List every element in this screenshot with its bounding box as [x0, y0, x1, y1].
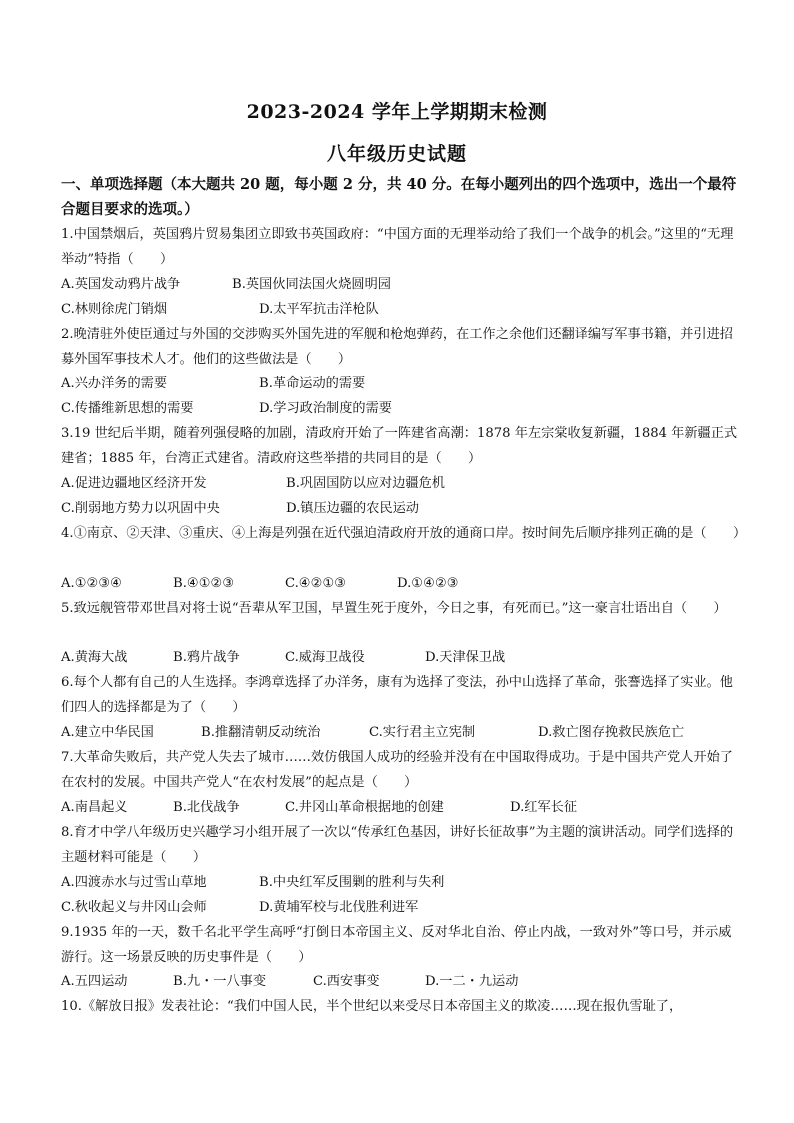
option-b: B.中央红军反围剿的胜利与失利 — [259, 875, 445, 890]
question-9-options — [61, 969, 751, 994]
question-1-options-row-2 — [61, 297, 751, 322]
question-4-stem: 4.①南京、②天津、③重庆、④上海是列强在近代强迫清政府开放的通商口岸。按时间先后顺序排列正确的是（ ） — [61, 526, 747, 541]
option-a: A.南昌起义 — [61, 800, 128, 815]
question-7-options — [61, 795, 751, 820]
option-b: B.④①②③ — [173, 576, 235, 591]
question-6-stem: 6.每个人都有自己的人生选择。李鸿章选择了办洋务，康有为选择了变法，孙中山选择了革命，张謇选择了实业。他们四人的选择都是为了（ ） — [61, 675, 733, 715]
question-1-stem: 1.中国禁烟后，英国鸦片贸易集团立即致书英国政府：“中国方面的无理举动给了我们一个战争的机会。”这里的“无理举动”特指（ ） — [61, 227, 734, 267]
section-heading: 一、单项选择题（本大题共 20 题，每小题 2 分，共 40 分。在每小题列出的四个选项中，选出一个最符合题目要求的选项。） — [61, 176, 737, 218]
question-8-options-row-1 — [61, 870, 751, 895]
question-5-stem: 5.致远舰管带邓世昌对将士说“吾辈从军卫国，早置生死于度外，今日之事，有死而已。”这一豪言壮语出自（ ） — [61, 601, 727, 616]
option-a: A.英国发动鸦片战争 — [61, 277, 181, 292]
option-d: D.救亡图存挽救民族危亡 — [538, 725, 685, 740]
question-8-options-row-2 — [61, 895, 751, 920]
option-a: A.建立中华民国 — [61, 725, 154, 740]
option-b: B.革命运动的需要 — [259, 376, 366, 391]
option-d: D.镇压边疆的农民运动 — [286, 501, 419, 516]
option-c: C.井冈山革命根据地的创建 — [285, 800, 444, 815]
option-a: A.四渡赤水与过雪山草地 — [61, 875, 207, 890]
option-b: B.英国伙同法国火烧圆明园 — [232, 277, 391, 292]
question-8-stem: 8.育才中学八年级历史兴趣学习小组开展了一次以“传承红色基因，讲好长征故事”为主题的演讲活动。同学们选择的主题材料可能是（ ） — [61, 825, 734, 865]
question-1-options-row-1 — [61, 272, 751, 297]
option-c: C.秋收起义与井冈山会师 — [61, 900, 207, 915]
exam-title: 2023-2024 学年上学期期末检测 — [246, 101, 548, 123]
option-d: D.学习政治制度的需要 — [259, 401, 392, 416]
option-c: C.④②①③ — [285, 576, 347, 591]
option-a: A.黄海大战 — [61, 650, 128, 665]
question-7-stem: 7.大革命失败后，共产党人失去了城市……效仿俄国人成功的经验并没有在中国取得成功。于是中国共产党人开始了在农村的发展。中国共产党人“在农村发展”的起点是（ ） — [61, 750, 733, 790]
option-c: C.西安事变 — [313, 974, 380, 989]
question-3-stem: 3.19 世纪后半期，随着列强侵略的加剧，清政府开始了一阵建省高潮：1878 年左宗棠收复新疆，1884 年新疆正式建省；1885 年，台湾正式建省。清政府这些举措的共同目的是（ ） — [61, 426, 738, 466]
question-9-stem: 9.1935 年的一天，数千名北平学生高呼“打倒日本帝国主义、反对华北自治、停止内战，一致对外”等口号，并示威游行。这一场景反映的历史事件是（ ） — [61, 925, 732, 965]
question-2-options-row-1 — [61, 371, 751, 396]
option-d: D.一二・九运动 — [425, 974, 519, 989]
option-d: D.天津保卫战 — [425, 650, 506, 665]
option-d: D.①④②③ — [397, 576, 459, 591]
option-b: B.巩固国防以应对边疆危机 — [286, 476, 445, 491]
option-a: A.促进边疆地区经济开发 — [61, 476, 207, 491]
option-c: C.实行君主立宪制 — [369, 725, 476, 740]
question-3-options-row-1 — [61, 471, 751, 496]
option-c: C.传播维新思想的需要 — [61, 401, 194, 416]
option-c: C.削弱地方势力以巩固中央 — [61, 501, 220, 516]
option-d: D.黄埔军校与北伐胜利进军 — [259, 900, 419, 915]
option-d: D.红军长征 — [510, 800, 578, 815]
question-10-stem: 10.《解放日报》发表社论：“我们中国人民，半个世纪以来受尽日本帝国主义的欺凌……现在报仇雪耻了， — [61, 999, 683, 1014]
option-a: A.五四运动 — [61, 974, 128, 989]
option-b: B.推翻清朝反动统治 — [201, 725, 321, 740]
question-6-options — [61, 720, 751, 745]
exam-subtitle: 八年级历史试题 — [326, 143, 467, 165]
option-b: B.北伐战争 — [173, 800, 240, 815]
option-b: B.鸦片战争 — [173, 650, 240, 665]
question-2-stem: 2.晚清驻外使臣通过与外国的交涉购买外国先进的军舰和枪炮弹药，在工作之余他们还翻译编写军事书籍，并引进招募外国军事技术人才。他们的这些做法是（ ） — [61, 327, 733, 367]
option-c: C.威海卫战役 — [285, 650, 365, 665]
option-a: A.①②③④ — [61, 576, 123, 591]
option-d: D.太平军抗击洋枪队 — [259, 302, 379, 317]
question-4-options — [61, 571, 751, 596]
question-2-options-row-2 — [61, 396, 751, 421]
option-c: C.林则徐虎门销烟 — [61, 302, 168, 317]
option-a: A.兴办洋务的需要 — [61, 376, 168, 391]
question-3-options-row-2 — [61, 496, 751, 521]
option-b: B.九・一八事变 — [173, 974, 267, 989]
question-5-options — [61, 645, 751, 670]
